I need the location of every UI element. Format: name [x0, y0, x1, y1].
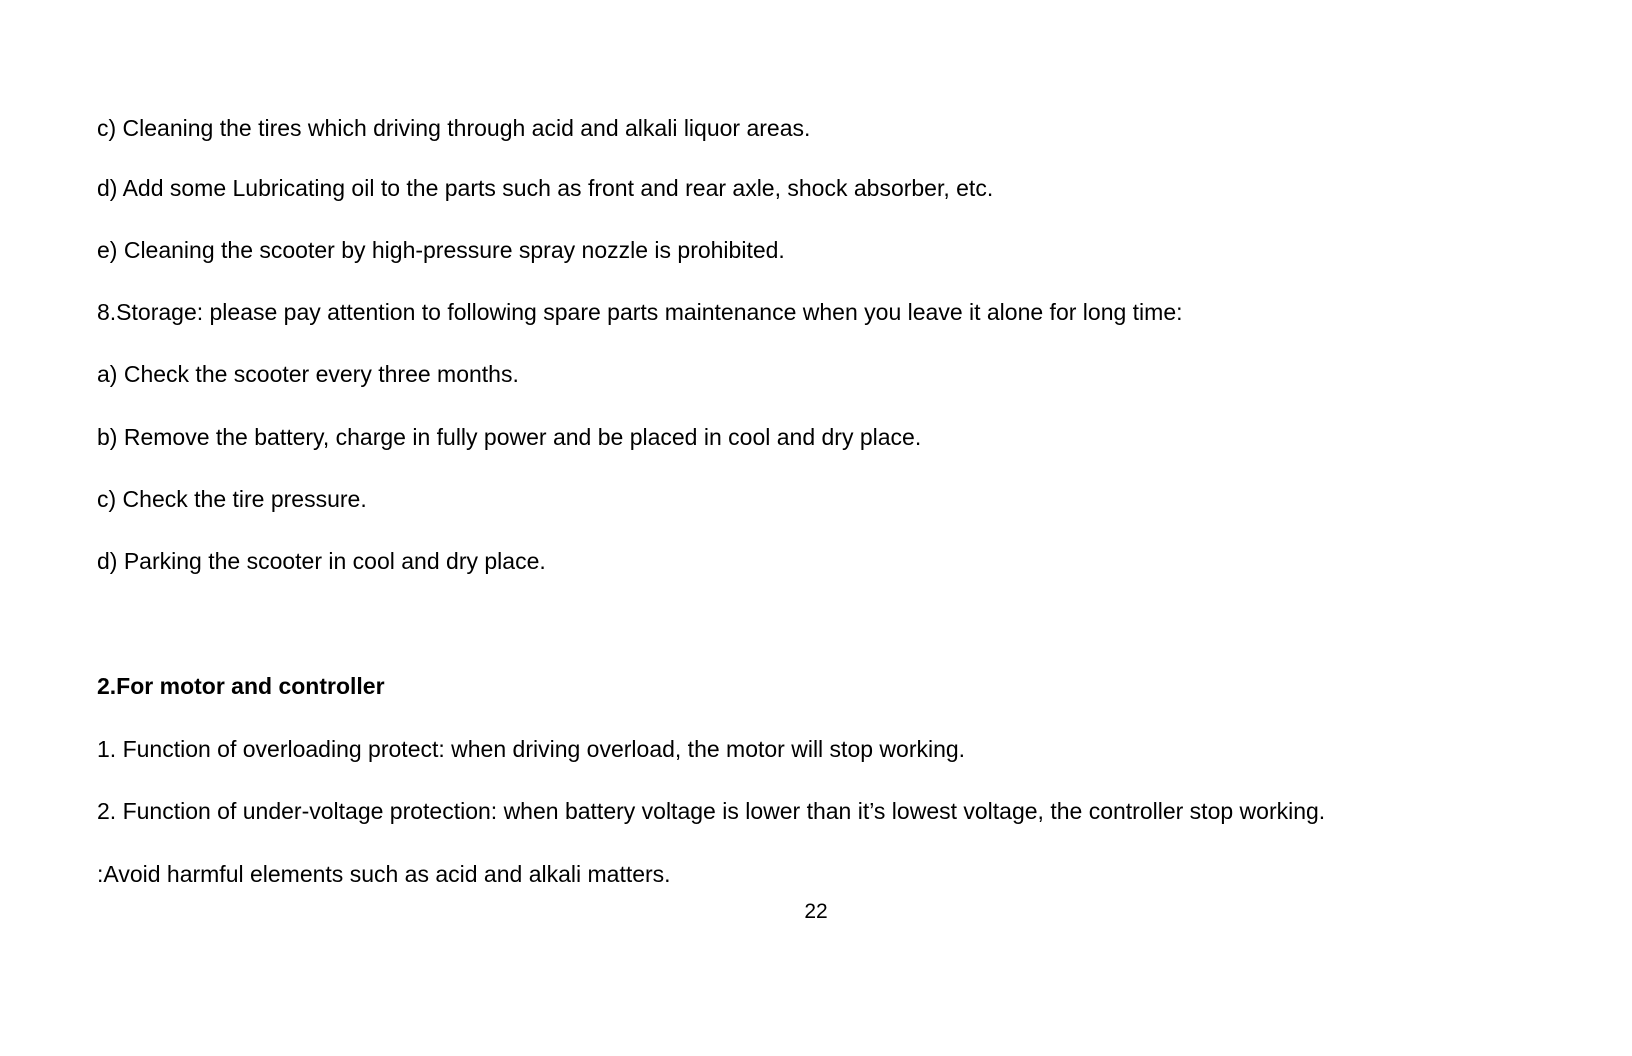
storage-heading: 8.Storage: please pay attention to following spare parts maintenance when you leave it alone for long time: [97, 299, 1183, 325]
motor-section-heading: 2.For motor and controller [97, 673, 385, 699]
storage-item-b: b) Remove the battery, charge in fully power and be placed in cool and dry place. [97, 424, 922, 450]
maintenance-item-d: d) Add some Lubricating oil to the parts such as front and rear axle, shock absorber, etc. [97, 175, 994, 201]
motor-item-2: 2. Function of under-voltage protection: when battery voltage is lower than it’s lowest voltage, the controller stop working. [97, 798, 1326, 824]
storage-item-a: a) Check the scooter every three months. [97, 361, 519, 387]
motor-item-note: :Avoid harmful elements such as acid and alkali matters. [97, 861, 671, 887]
maintenance-item-e: e) Cleaning the scooter by high-pressure spray nozzle is prohibited. [97, 237, 785, 263]
storage-item-d: d) Parking the scooter in cool and dry place. [97, 548, 546, 574]
maintenance-item-c: c) Cleaning the tires which driving through acid and alkali liquor areas. [97, 115, 811, 141]
motor-item-1: 1. Function of overloading protect: when driving overload, the motor will stop working. [97, 736, 966, 762]
page-number: 22 [804, 900, 828, 923]
storage-item-c: c) Check the tire pressure. [97, 486, 367, 512]
